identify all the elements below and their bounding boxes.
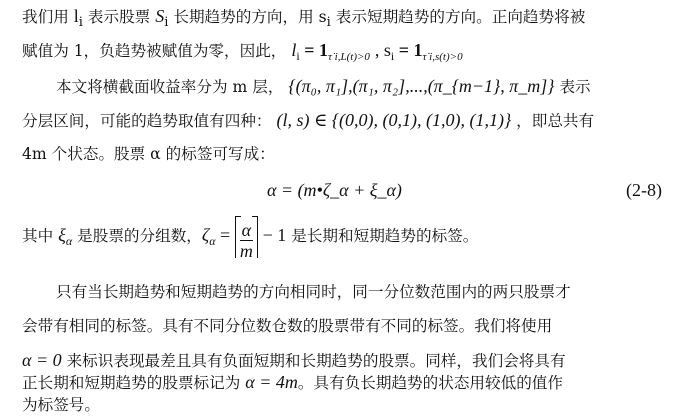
ceiling-bracket bbox=[235, 216, 258, 258]
paragraph-line-11: 正长期和短期趋势的股票标记为 α = 4m。具有负长期趋势的状态用较低的值作 bbox=[22, 372, 563, 392]
paragraph-line-4: 分层区间，可能的趋势取值有四种： (l, s) ∈ {(0,0), (0,1), (1,0), (1,1)} ，即总共有 bbox=[22, 110, 595, 130]
paragraph-line-9: 会带有相同的标签。具有不同分位数仓数的股票带有不同的标签。我们将使用 bbox=[22, 317, 553, 335]
equation-number: (2-8) bbox=[626, 180, 662, 200]
equation-main: α = (m•ζ_α + ξ_α) bbox=[266, 180, 402, 200]
paragraph-line-2: 赋值为 1，负趋势被赋值为零，因此， $l_i = 1_{\tau̇ i,L(t)>0}$ , $s_i = 1_{\tau̇ i,s(t)>0}$ bbox=[22, 40, 463, 64]
paragraph-line-5: 4m 个状态。股票 α 的标签可写成： bbox=[22, 145, 275, 163]
paragraph-line-3: 本文将横截面收益率分为 m 层， {(π₀, π₁],(π₁, π₂],...,(π_{m−1}, π_m]} 表示 bbox=[56, 76, 591, 96]
fraction: $\frac{\alpha}{m}$ bbox=[239, 219, 253, 258]
paragraph-line-10: α = 0 来标识表现最差且具有负面短期和长期趋势的股票。同样，我们会将具有 bbox=[22, 350, 566, 370]
equation-line bbox=[22, 174, 692, 206]
paragraph-line-7: 其中 $\xi_\alpha$ 是股票的分组数，$\zeta_\alpha$ = $\frac{\alpha}{m}$ − 1 是长期和短期趋势的标签。 bbox=[22, 212, 692, 258]
paragraph-line-1: 我们用 $l_i$ 表示股票 $S_i$ 长期趋势的方向，用 $s_i$ 表示短期趋势的方向。正向趋势将被 bbox=[22, 6, 586, 31]
paragraph-line-12: 为标签号。 bbox=[22, 396, 100, 414]
paragraph-line-8: 只有当长期趋势和短期趋势的方向相同时，同一分位数范围内的两只股票才 bbox=[56, 283, 571, 301]
